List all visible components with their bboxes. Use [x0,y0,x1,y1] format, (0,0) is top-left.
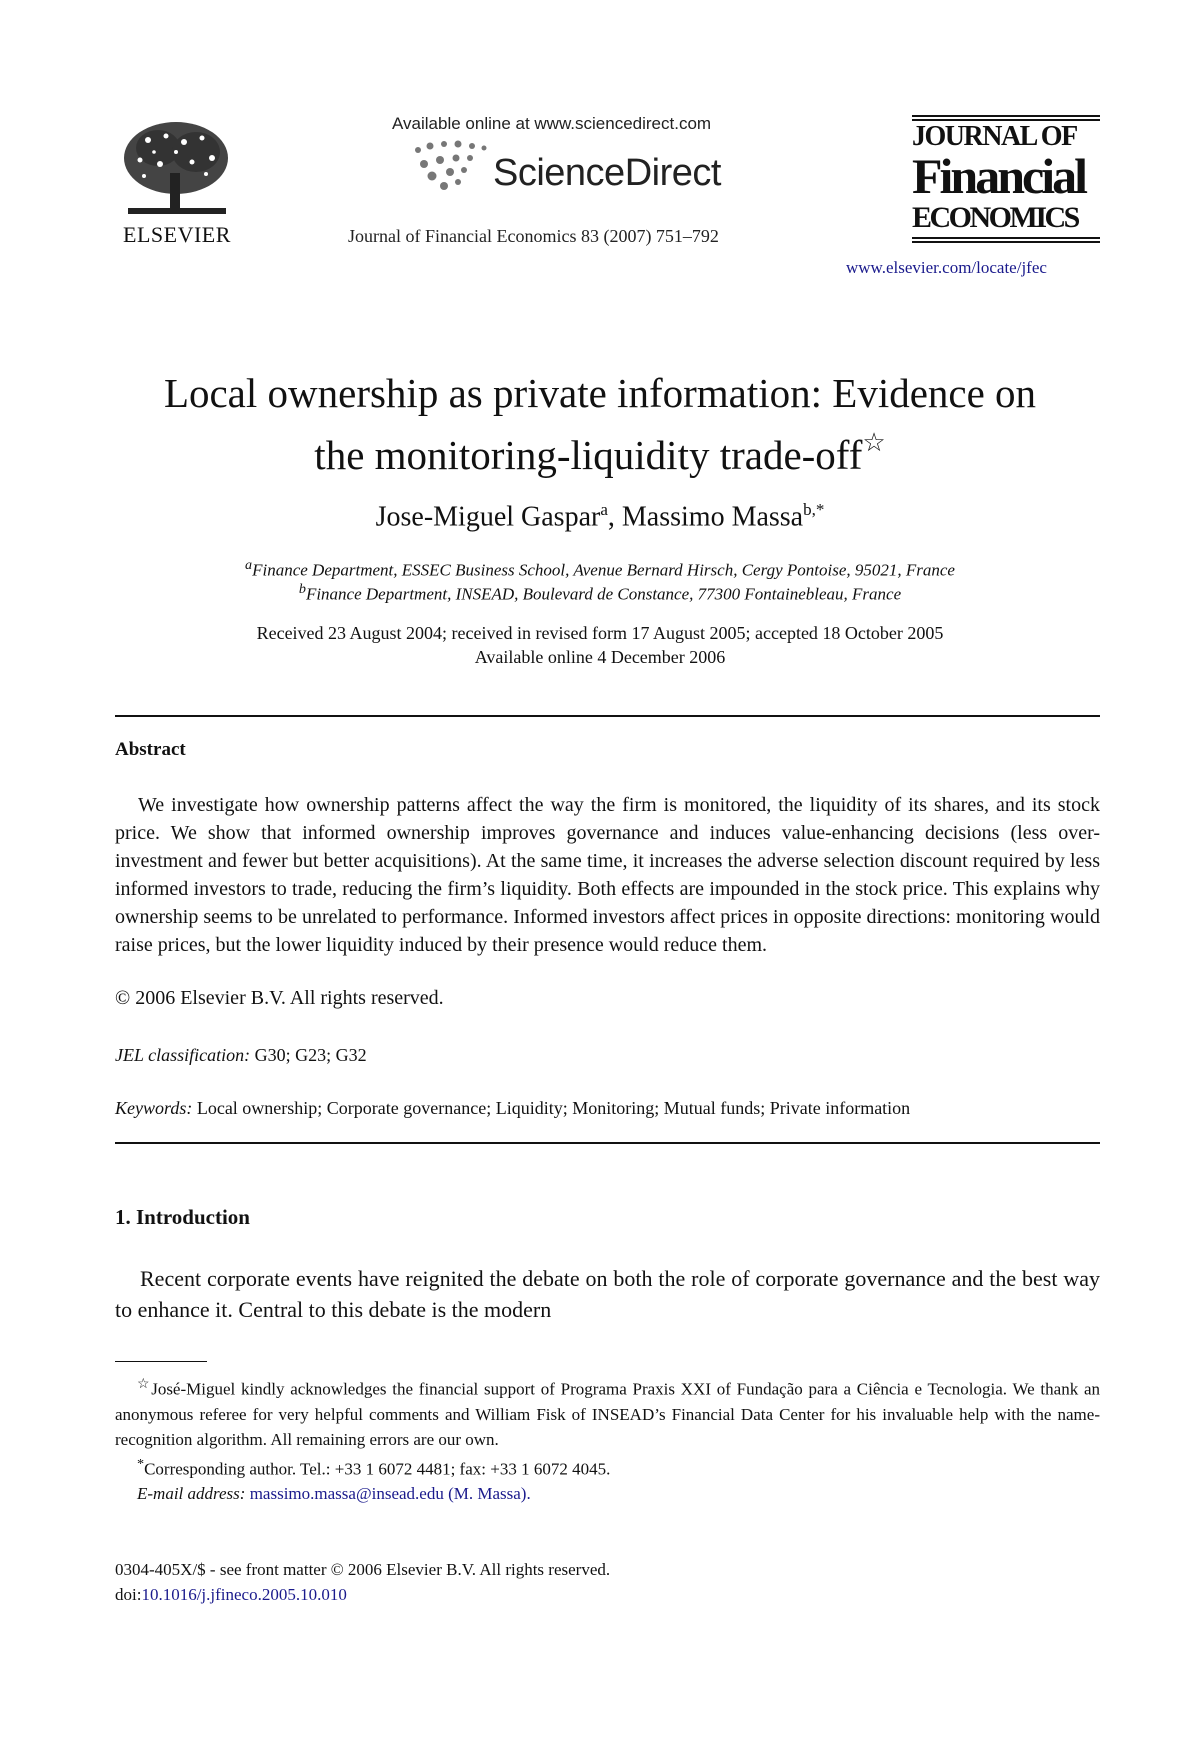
affiliation-text: Finance Department, ESSEC Business School, Avenue Bernard Hirsch, Cergy Pontoise, 95021, France [252,560,955,580]
available-online-date: Available online 4 December 2006 [474,647,726,667]
title-line [100,418,1100,480]
email-label: E-mail address: [137,1484,246,1504]
author-separator: , [607,501,622,533]
journal-logo-line1: JOURNAL OF [912,121,1077,152]
footnote-acknowledgment [115,1372,1100,1452]
keywords-label: Keywords: [115,1098,193,1118]
issn-line: 0304-405X/$ - see front matter © 2006 Elsevier B.V. All rights reserved. [115,1560,611,1579]
received-dates: Received 23 August 2004; received in revised form 17 August 2005; accepted 18 October 2005 [256,623,944,643]
sciencedirect-wordmark: ScienceDirect [493,152,721,194]
footnote-corresponding [115,1452,1100,1482]
author-affiliation-mark[interactable]: a [600,500,608,519]
section-heading: 1. Introduction [115,1205,250,1229]
author-list [100,500,1100,533]
divider [115,715,1100,717]
abstract-heading: Abstract [115,739,186,760]
logo-rule [912,237,1100,239]
affiliation-mark: b [298,581,306,597]
affiliation-mark: a [245,557,253,573]
footnote-rule [115,1361,207,1362]
logo-rule [912,241,1100,243]
doi-link[interactable]: 10.1016/j.jfineco.2005.10.010 [141,1585,347,1604]
journal-citation: Journal of Financial Economics 83 (2007) 751–792 [348,226,719,246]
article-title [100,368,1100,480]
footnotes [115,1372,1100,1506]
journal-logo-line3: ECONOMICS [912,201,1078,234]
footnote-mark: * [137,1455,145,1472]
affiliation [100,557,1100,581]
footnote-text: José-Miguel kindly acknowledges the financial support of Programa Praxis XXI of Fundação para a Ciência e Tecnologia. We thank an anonymous referee for very helpful comments and William Fisk of INSEAD’s Financial Data Center for his invaluable help with the name-recognition algorithm. All remaining errors are our own. [115,1379,1100,1449]
jel-classification [115,1045,367,1066]
elsevier-tree-icon [118,118,236,218]
abstract-copyright: © 2006 Elsevier B.V. All rights reserved. [115,987,444,1009]
footnote-mark: ☆ [137,1376,152,1392]
doi-label: doi: [115,1585,142,1604]
footnote-text: Corresponding author. Tel.: +33 1 6072 4481; fax: +33 1 6072 4045. [144,1459,611,1479]
author-name: Massimo Massa [621,501,804,533]
divider [115,1142,1100,1144]
email-owner: (M. Massa). [443,1484,531,1504]
elsevier-wordmark: ELSEVIER [123,222,231,247]
section-body: Recent corporate events have reignited the debate on both the role of corporate governance and the best way to enhance it. Central to this debate is the modern [115,1266,1100,1322]
logo-rule [912,115,1100,117]
jel-label: JEL classification: [115,1045,251,1065]
abstract-body: We investigate how ownership patterns affect the way the firm is monitored, the liquidity of its shares, and its stock price. We show that informed ownership improves governance and induces value-enhancing decisions (less over-investment and fewer but better acquisitions). At the same time, it increases the adverse selection discount required by less informed investors to trade, reducing the firm’s liquidity. Both effects are impounded in the stock price. This explains why ownership seems to be unrelated to performance. Informed investors affect prices in opposite directions: monitoring would raise prices, but the lower liquidity induced by their presence would reduce them. [115,794,1100,956]
available-online-text: Available online at www.sciencedirect.com [392,114,712,133]
elsevier-logo [118,118,236,246]
title-line: Local ownership as private information: Evidence on [163,370,1037,416]
title-line-text: the monitoring-liquidity trade-off [314,432,863,478]
keywords [115,1098,910,1119]
affiliation-text: Finance Department, INSEAD, Boulevard de Constance, 77300 Fontainebleau, France [305,584,902,604]
jel-codes: G30; G23; G32 [250,1045,367,1065]
author-affiliation-mark[interactable]: b,* [803,500,825,519]
journal-logo-line2: Financial [912,148,1086,204]
journal-url-link[interactable]: www.elsevier.com/locate/jfec [846,258,1047,277]
footnote-email [115,1481,1100,1506]
affiliation [100,581,1100,605]
doi-line [115,1582,610,1607]
front-matter [115,1557,610,1607]
title-footnote-mark[interactable]: ☆ [862,428,886,457]
keywords-list: Local ownership; Corporate governance; Liquidity; Monitoring; Mutual funds; Private information [192,1098,911,1118]
email-link[interactable]: massimo.massa@insead.edu [249,1484,444,1504]
journal-logo [912,115,1100,243]
author-name: Jose-Miguel Gaspar [375,501,601,533]
